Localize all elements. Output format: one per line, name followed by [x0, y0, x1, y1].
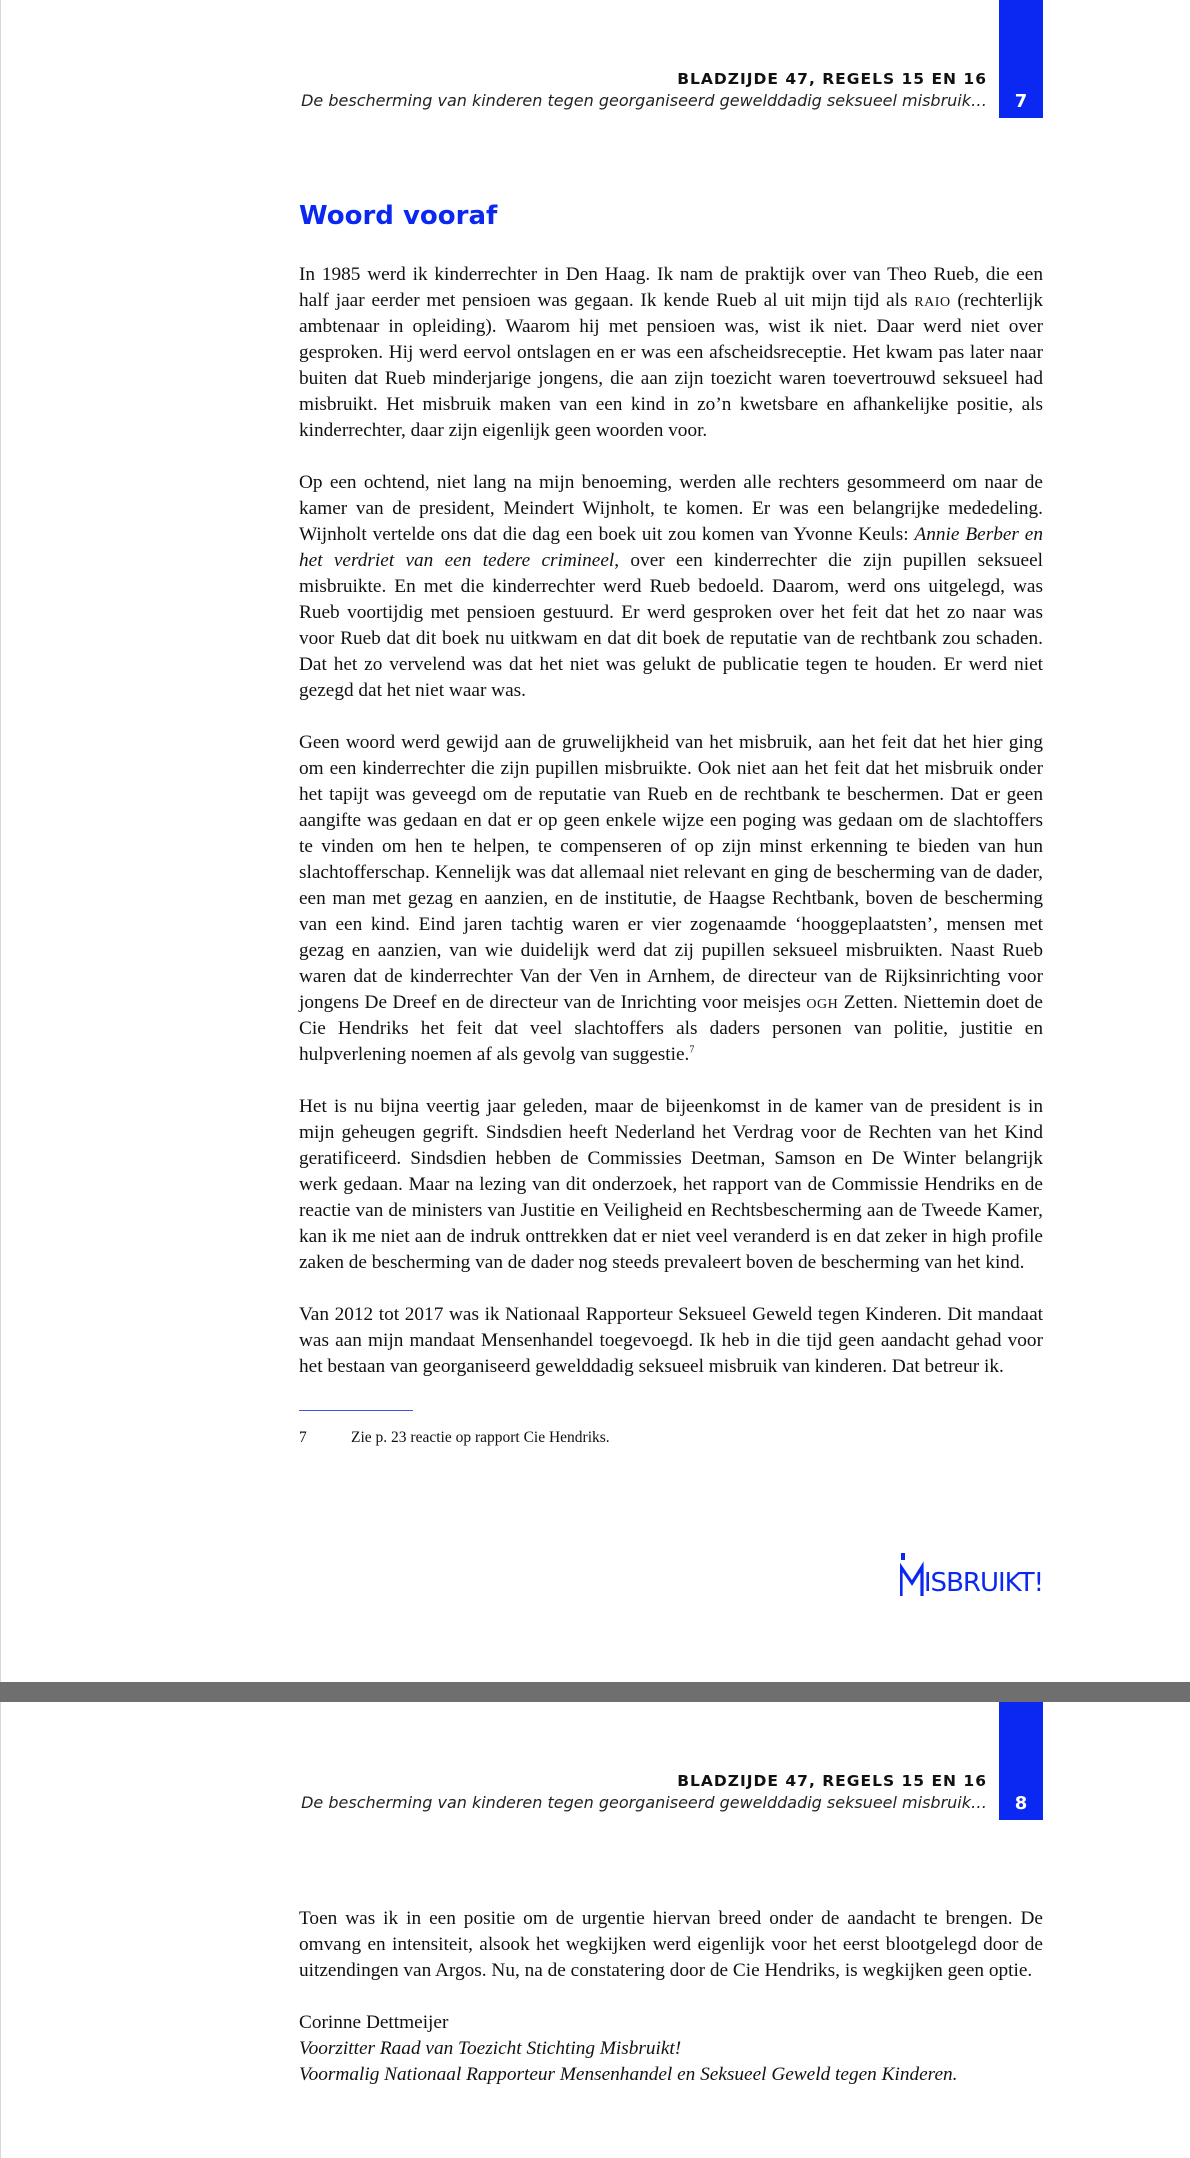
logo-m-icon — [900, 1553, 924, 1597]
footnote — [299, 1427, 1043, 1449]
paragraph-1-text-b: (rechterlijk ambtenaar in opleiding). Waarom hij met pensioen was, wist ik niet. Daar werd niet over gesproken. Hij werd eervol ontslagen en er was een afscheidsreceptie. Het kwam pas later naar buiten dat Rueb minderjarige jongens, die aan zijn toezicht waren toevertrouwd seksueel had misbruikt. Het misbruik maken van een kind in zo’n kwetsbare en afhankelijke positie, als kinderrechter, daar zijn eigenlijk geen woorden voor. — [299, 290, 1044, 441]
signature-name: Corinne Dettmeijer — [299, 2012, 449, 2033]
paragraph-4: Het is nu bijna veertig jaar geleden, maar de bijeenkomst in de kamer van de president is in mijn geheugen gegrift. Sindsdien heeft Nederland het Verdrag voor de Rechten van het Kind geratificeerd. Sindsdien hebben de Commissies Deetman, Samson en De Winter belangrijk werk gedaan. Maar na lezing van dit onderzoek, het rapport van de Commissie Hendriks en de reactie van de ministers van Justitie en Veiligheid en Rechtsbescherming aan de Tweede Kamer, kan ik me niet aan de indruk onttrekken dat er niet veel veranderd is en dat zeker in high profile zaken de bescherming van de dader nog steeds prevaleert boven de bescherming van het kind. — [299, 1096, 1043, 1273]
abbr-raio: raio — [914, 290, 951, 311]
misbruikt-logo — [900, 1553, 1043, 1597]
paragraph-3-text-b: Zetten. Niettemin doet de Cie Hendriks het feit dat veel slachtoffers als daders personen van politie, justitie en hulpverlening noemen af als gevolg van suggestie. — [299, 992, 1043, 1065]
running-head-title: BLADZIJDE 47, REGELS 15 EN 16 — [677, 1772, 987, 1790]
paragraph-2-text-a: Op een ochtend, niet lang na mijn benoeming, werden alle rechters gesommeerd om naar de kamer van de president, Meindert Wijnholt, te komen. Er was een belangrijke mededeling. Wijnholt vertelde ons dat die dag een boek uit zou komen van Yvonne Keuls: — [299, 472, 1043, 545]
page-8-content — [299, 1906, 1043, 2088]
running-head — [301, 1770, 987, 1814]
logo-text: ISBRUIKT! — [923, 1568, 1043, 1598]
page-number: 7 — [1014, 91, 1028, 112]
signature-role-2: Voormalig Nationaal Rapporteur Mensenhandel en Seksueel Geweld tegen Kinderen. — [299, 2064, 958, 2085]
footnote-divider — [299, 1410, 413, 1411]
footnote-reference[interactable]: 7 — [689, 1044, 695, 1056]
paragraph-1 — [299, 262, 1043, 444]
signature-role-1: Voorzitter Raad van Toezicht Stichting Misbruikt! — [299, 2038, 682, 2059]
paragraph-2-text-b: , over een kinderrechter die zijn pupillen seksueel misbruikte. En met die kinderrechter werd Rueb bedoeld. Daarom, werd ons uitgelegd, was Rueb voortijdig met pensioen gestuurd. Er werd gesproken over het feit dat het zo naar was voor Rueb dat dit boek nu uitkwam en dat dit boek de reputatie van de rechtbank zou schaden. Dat het zo vervelend was dat het niet was gelukt de publicatie tegen te houden. Er werd niet gezegd dat het niet waar was. — [299, 550, 1043, 701]
paragraph-5: Van 2012 tot 2017 was ik Nationaal Rapporteur Seksueel Geweld tegen Kinderen. Dit mandaat was aan mijn mandaat Mensenhandel toegevoegd. Ik heb in die tijd geen aandacht gehad voor het bestaan van georganiseerd gewelddadig seksueel misbruik van kinderen. Dat betreur ik. — [299, 1304, 1043, 1377]
running-head-subtitle: De bescherming van kinderen tegen georganiseerd gewelddadig seksueel misbruik… — [301, 1793, 987, 1812]
paragraph-6: Toen was ik in een positie om de urgentie hiervan breed onder de aandacht te brengen. De omvang en intensiteit, alsook het wegkijken werd eigenlijk voor het eerst blootgelegd door de uitzendingen van Argos. Nu, na de constatering door de Cie Hendriks, is wegkijken geen optie. — [299, 1908, 1043, 1981]
signature-block — [299, 2010, 1043, 2088]
paragraph-1-text-a: In 1985 werd ik kinderrechter in Den Haag. Ik nam de praktijk over van Theo Rueb, die een half jaar eerder met pensioen was gegaan. Ik kende Rueb al uit mijn tijd als — [299, 264, 1043, 311]
footnote-text: Zie p. 23 reactie op rapport Cie Hendriks. — [351, 1429, 610, 1446]
page-number: 8 — [1014, 1793, 1028, 1814]
footnote-number: 7 — [299, 1429, 307, 1446]
page-number-tab — [999, 1702, 1043, 1820]
abbr-ogh: ogh — [806, 992, 839, 1013]
paragraph-3-text-a: Geen woord werd gewijd aan de gruwelijkheid van het misbruik, aan het feit dat het hier ging om een kinderrechter die zijn pupillen misbruikte. Ook niet aan het feit dat het misbruik onder het tapijt was geveegd om de reputatie van Rueb en de rechtbank te beschermen. Dat er geen aangifte was gedaan en dat er op geen enkele wijze een poging was gedaan om de slachtoffers te vinden om hen te helpen, te compenseren of op zijn minst erkenning te bieden van hun slachtofferschap. Kennelijk was dat allemaal niet relevant en ging de bescherming van de dader, een man met gezag en aanzien, en de institutie, de Haagse Rechtbank, boven de bescherming van een kind. Eind jaren tachtig waren er vier zogenaamde ‘hooggeplaatsten’, mensen met gezag en aanzien, van wie duidelijk werd dat zij pupillen seksueel misbruikten. Naast Rueb waren dat de kinderrechter Van der Ven in Arnhem, de directeur van de Rijksinrichting voor jongens De Dreef en de directeur van de Inrichting voor meisjes — [299, 732, 1043, 1013]
section-title: Woord vooraf — [299, 201, 498, 231]
page-7-content — [299, 198, 1043, 1449]
page-number-tab — [999, 0, 1043, 118]
paragraph-3 — [299, 730, 1043, 1068]
book-title: Annie Berber en het verdriet van een tedere crimineel — [299, 524, 1043, 571]
page-8 — [0, 1702, 1190, 2158]
running-head-title: BLADZIJDE 47, REGELS 15 EN 16 — [677, 70, 987, 88]
paragraph-2 — [299, 470, 1043, 704]
running-head — [301, 68, 987, 112]
running-head-subtitle: De bescherming van kinderen tegen georganiseerd gewelddadig seksueel misbruik… — [301, 91, 987, 110]
